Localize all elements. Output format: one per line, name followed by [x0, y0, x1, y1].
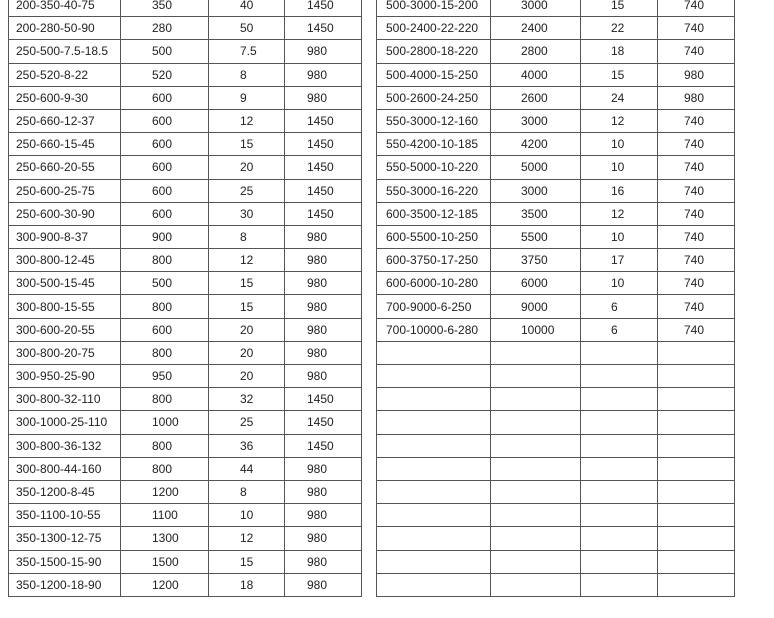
model-cell: [377, 365, 491, 388]
head-cell: 12: [209, 109, 285, 132]
head-cell: [581, 341, 658, 364]
model-cell: 350-1200-8-45: [9, 480, 121, 503]
table-row: [377, 0, 735, 17]
model-cell: 300-800-44-160: [9, 457, 121, 480]
speed-cell: 1450: [285, 109, 362, 132]
flow-cell: 800: [121, 388, 209, 411]
table-row: [377, 40, 735, 63]
speed-cell: 740: [658, 202, 735, 225]
speed-cell: 980: [285, 480, 362, 503]
head-cell: 6: [581, 295, 658, 318]
table-row: [9, 109, 362, 132]
speed-cell: [658, 573, 735, 596]
speed-cell: 1450: [285, 434, 362, 457]
table-row: [9, 457, 362, 480]
model-cell: 250-660-15-45: [9, 133, 121, 156]
head-cell: 15: [209, 550, 285, 573]
head-cell: 50: [209, 17, 285, 40]
model-cell: 350-1200-18-90: [9, 573, 121, 596]
model-cell: [377, 573, 491, 596]
model-cell: 300-1000-25-110: [9, 411, 121, 434]
model-cell: 200-350-40-75: [9, 0, 121, 17]
table-row: [9, 365, 362, 388]
table-row: [377, 480, 735, 503]
table-row: [377, 457, 735, 480]
speed-cell: 740: [658, 109, 735, 132]
head-cell: 36: [209, 434, 285, 457]
head-cell: 18: [209, 573, 285, 596]
speed-cell: 740: [658, 179, 735, 202]
head-cell: 25: [209, 179, 285, 202]
table-row: [377, 295, 735, 318]
flow-cell: [491, 411, 581, 434]
table-row: [377, 225, 735, 248]
speed-cell: [658, 388, 735, 411]
flow-cell: [491, 550, 581, 573]
model-cell: [377, 411, 491, 434]
head-cell: 17: [581, 249, 658, 272]
head-cell: [581, 504, 658, 527]
model-cell: 500-3000-15-200: [377, 0, 491, 17]
flow-cell: [491, 480, 581, 503]
table-row: [9, 86, 362, 109]
head-cell: 20: [209, 365, 285, 388]
speed-cell: 980: [285, 40, 362, 63]
flow-cell: 4000: [491, 63, 581, 86]
speed-cell: 1450: [285, 411, 362, 434]
table-row: [9, 388, 362, 411]
head-cell: 12: [209, 249, 285, 272]
table-row: [377, 63, 735, 86]
speed-cell: [658, 480, 735, 503]
table-row: [377, 550, 735, 573]
head-cell: 30: [209, 202, 285, 225]
speed-cell: [658, 527, 735, 550]
model-cell: 550-4200-10-185: [377, 133, 491, 156]
head-cell: 10: [581, 156, 658, 179]
flow-cell: [491, 365, 581, 388]
model-cell: 550-5000-10-220: [377, 156, 491, 179]
table-row: [9, 411, 362, 434]
table-row: [9, 295, 362, 318]
table-row: [9, 341, 362, 364]
speed-cell: 980: [285, 318, 362, 341]
table-row: [377, 202, 735, 225]
table-row: [9, 179, 362, 202]
speed-cell: 740: [658, 225, 735, 248]
speed-cell: 740: [658, 0, 735, 17]
table-row: [377, 318, 735, 341]
flow-cell: 1200: [121, 573, 209, 596]
head-cell: 40: [209, 0, 285, 17]
head-cell: 25: [209, 411, 285, 434]
speed-cell: 980: [285, 272, 362, 295]
table-row: [377, 388, 735, 411]
model-cell: 300-800-20-75: [9, 341, 121, 364]
table-row: [377, 86, 735, 109]
speed-cell: [658, 550, 735, 573]
flow-cell: 800: [121, 295, 209, 318]
head-cell: 15: [209, 272, 285, 295]
table-row: [377, 109, 735, 132]
speed-cell: 1450: [285, 388, 362, 411]
flow-cell: 1300: [121, 527, 209, 550]
head-cell: 20: [209, 341, 285, 364]
speed-cell: 980: [658, 63, 735, 86]
flow-cell: 2600: [491, 86, 581, 109]
table-row: [377, 179, 735, 202]
head-cell: 10: [209, 504, 285, 527]
speed-cell: 980: [658, 86, 735, 109]
flow-cell: 3500: [491, 202, 581, 225]
model-cell: 700-10000-6-280: [377, 318, 491, 341]
speed-cell: 980: [285, 573, 362, 596]
flow-cell: 280: [121, 17, 209, 40]
flow-cell: 600: [121, 202, 209, 225]
speed-cell: [658, 504, 735, 527]
flow-cell: 5500: [491, 225, 581, 248]
head-cell: [581, 388, 658, 411]
pump-spec-table-right: [376, 0, 735, 597]
flow-cell: 600: [121, 318, 209, 341]
table-row: [377, 272, 735, 295]
flow-cell: 600: [121, 109, 209, 132]
model-cell: 350-1300-12-75: [9, 527, 121, 550]
model-cell: 250-600-9-30: [9, 86, 121, 109]
speed-cell: 980: [285, 63, 362, 86]
speed-cell: 740: [658, 17, 735, 40]
model-cell: 550-3000-16-220: [377, 179, 491, 202]
table-row: [377, 133, 735, 156]
head-cell: 10: [581, 225, 658, 248]
flow-cell: [491, 457, 581, 480]
speed-cell: 980: [285, 365, 362, 388]
flow-cell: 800: [121, 341, 209, 364]
table-row: [377, 365, 735, 388]
table-row: [377, 156, 735, 179]
flow-cell: 900: [121, 225, 209, 248]
speed-cell: 1450: [285, 202, 362, 225]
table-row: [9, 249, 362, 272]
model-cell: [377, 434, 491, 457]
model-cell: 250-660-12-37: [9, 109, 121, 132]
head-cell: 20: [209, 156, 285, 179]
speed-cell: 980: [285, 341, 362, 364]
table-row: [377, 249, 735, 272]
model-cell: [377, 480, 491, 503]
flow-cell: 1000: [121, 411, 209, 434]
table-body: [9, 0, 362, 596]
speed-cell: [658, 457, 735, 480]
table-row: [9, 0, 362, 17]
flow-cell: 800: [121, 457, 209, 480]
speed-cell: 1450: [285, 156, 362, 179]
speed-cell: [658, 411, 735, 434]
model-cell: 700-9000-6-250: [377, 295, 491, 318]
model-cell: 350-1100-10-55: [9, 504, 121, 527]
table-row: [9, 133, 362, 156]
model-cell: 300-800-32-110: [9, 388, 121, 411]
table-row: [377, 504, 735, 527]
flow-cell: 520: [121, 63, 209, 86]
model-cell: 300-800-36-132: [9, 434, 121, 457]
flow-cell: 500: [121, 40, 209, 63]
flow-cell: 4200: [491, 133, 581, 156]
model-cell: 600-5500-10-250: [377, 225, 491, 248]
pump-spec-table-left: [8, 0, 362, 597]
model-cell: 300-600-20-55: [9, 318, 121, 341]
table-row: [377, 434, 735, 457]
model-cell: 250-660-20-55: [9, 156, 121, 179]
head-cell: 12: [581, 202, 658, 225]
model-cell: 500-2600-24-250: [377, 86, 491, 109]
table-row: [9, 272, 362, 295]
speed-cell: 980: [285, 225, 362, 248]
head-cell: 7.5: [209, 40, 285, 63]
speed-cell: 1450: [285, 133, 362, 156]
head-cell: 9: [209, 86, 285, 109]
head-cell: 16: [581, 179, 658, 202]
model-cell: 600-6000-10-280: [377, 272, 491, 295]
flow-cell: 6000: [491, 272, 581, 295]
speed-cell: 980: [285, 457, 362, 480]
head-cell: [581, 527, 658, 550]
flow-cell: 350: [121, 0, 209, 17]
model-cell: 500-4000-15-250: [377, 63, 491, 86]
table-row: [9, 63, 362, 86]
speed-cell: 740: [658, 249, 735, 272]
model-cell: 300-900-8-37: [9, 225, 121, 248]
speed-cell: 980: [285, 249, 362, 272]
speed-cell: 740: [658, 272, 735, 295]
head-cell: 6: [581, 318, 658, 341]
head-cell: [581, 573, 658, 596]
flow-cell: 1200: [121, 480, 209, 503]
head-cell: 15: [209, 295, 285, 318]
flow-cell: 3000: [491, 0, 581, 17]
model-cell: 550-3000-12-160: [377, 109, 491, 132]
model-cell: 500-2400-22-220: [377, 17, 491, 40]
table-row: [377, 527, 735, 550]
speed-cell: [658, 434, 735, 457]
speed-cell: 980: [285, 504, 362, 527]
speed-cell: [658, 365, 735, 388]
flow-cell: [491, 388, 581, 411]
flow-cell: 10000: [491, 318, 581, 341]
table-row: [9, 17, 362, 40]
head-cell: 8: [209, 225, 285, 248]
speed-cell: 980: [285, 86, 362, 109]
table-row: [377, 573, 735, 596]
head-cell: [581, 480, 658, 503]
flow-cell: 5000: [491, 156, 581, 179]
head-cell: [581, 457, 658, 480]
speed-cell: 740: [658, 318, 735, 341]
head-cell: 18: [581, 40, 658, 63]
table-row: [9, 156, 362, 179]
flow-cell: 800: [121, 249, 209, 272]
model-cell: 600-3750-17-250: [377, 249, 491, 272]
speed-cell: 980: [285, 527, 362, 550]
model-cell: [377, 527, 491, 550]
model-cell: 250-600-25-75: [9, 179, 121, 202]
speed-cell: 740: [658, 133, 735, 156]
head-cell: 10: [581, 272, 658, 295]
table-row: [9, 527, 362, 550]
model-cell: [377, 388, 491, 411]
speed-cell: 980: [285, 295, 362, 318]
table-row: [9, 573, 362, 596]
flow-cell: 3000: [491, 109, 581, 132]
head-cell: 8: [209, 480, 285, 503]
flow-cell: 1500: [121, 550, 209, 573]
head-cell: 15: [209, 133, 285, 156]
model-cell: 250-500-7.5-18.5: [9, 40, 121, 63]
table-row: [9, 40, 362, 63]
flow-cell: [491, 434, 581, 457]
flow-cell: 2400: [491, 17, 581, 40]
head-cell: [581, 411, 658, 434]
head-cell: 22: [581, 17, 658, 40]
flow-cell: 600: [121, 179, 209, 202]
table-row: [9, 480, 362, 503]
head-cell: 15: [581, 0, 658, 17]
speed-cell: 1450: [285, 17, 362, 40]
table-row: [9, 434, 362, 457]
flow-cell: [491, 504, 581, 527]
model-cell: 200-280-50-90: [9, 17, 121, 40]
head-cell: 24: [581, 86, 658, 109]
flow-cell: [491, 341, 581, 364]
head-cell: 12: [209, 527, 285, 550]
model-cell: [377, 504, 491, 527]
flow-cell: [491, 527, 581, 550]
model-cell: 250-520-8-22: [9, 63, 121, 86]
head-cell: 20: [209, 318, 285, 341]
speed-cell: 1450: [285, 179, 362, 202]
head-cell: [581, 434, 658, 457]
flow-cell: 950: [121, 365, 209, 388]
speed-cell: 740: [658, 40, 735, 63]
flow-cell: [491, 573, 581, 596]
flow-cell: 1100: [121, 504, 209, 527]
speed-cell: 740: [658, 295, 735, 318]
head-cell: 8: [209, 63, 285, 86]
model-cell: [377, 341, 491, 364]
model-cell: 300-950-25-90: [9, 365, 121, 388]
model-cell: 500-2800-18-220: [377, 40, 491, 63]
speed-cell: 740: [658, 156, 735, 179]
model-cell: 300-800-12-45: [9, 249, 121, 272]
speed-cell: [658, 341, 735, 364]
table-body: [377, 0, 735, 596]
table-row: [9, 225, 362, 248]
flow-cell: 500: [121, 272, 209, 295]
flow-cell: 600: [121, 133, 209, 156]
speed-cell: 980: [285, 550, 362, 573]
head-cell: 32: [209, 388, 285, 411]
head-cell: 12: [581, 109, 658, 132]
flow-cell: 600: [121, 86, 209, 109]
head-cell: 10: [581, 133, 658, 156]
table-row: [377, 341, 735, 364]
model-cell: 300-500-15-45: [9, 272, 121, 295]
table-row: [9, 550, 362, 573]
model-cell: 250-600-30-90: [9, 202, 121, 225]
head-cell: [581, 365, 658, 388]
table-row: [9, 318, 362, 341]
head-cell: 15: [581, 63, 658, 86]
model-cell: 600-3500-12-185: [377, 202, 491, 225]
head-cell: 44: [209, 457, 285, 480]
flow-cell: 3000: [491, 179, 581, 202]
flow-cell: 600: [121, 156, 209, 179]
table-row: [9, 504, 362, 527]
model-cell: 350-1500-15-90: [9, 550, 121, 573]
table-row: [377, 411, 735, 434]
flow-cell: 800: [121, 434, 209, 457]
flow-cell: 9000: [491, 295, 581, 318]
model-cell: [377, 457, 491, 480]
table-row: [9, 202, 362, 225]
flow-cell: 2800: [491, 40, 581, 63]
speed-cell: 1450: [285, 0, 362, 17]
model-cell: 300-800-15-55: [9, 295, 121, 318]
model-cell: [377, 550, 491, 573]
flow-cell: 3750: [491, 249, 581, 272]
table-row: [377, 17, 735, 40]
head-cell: [581, 550, 658, 573]
